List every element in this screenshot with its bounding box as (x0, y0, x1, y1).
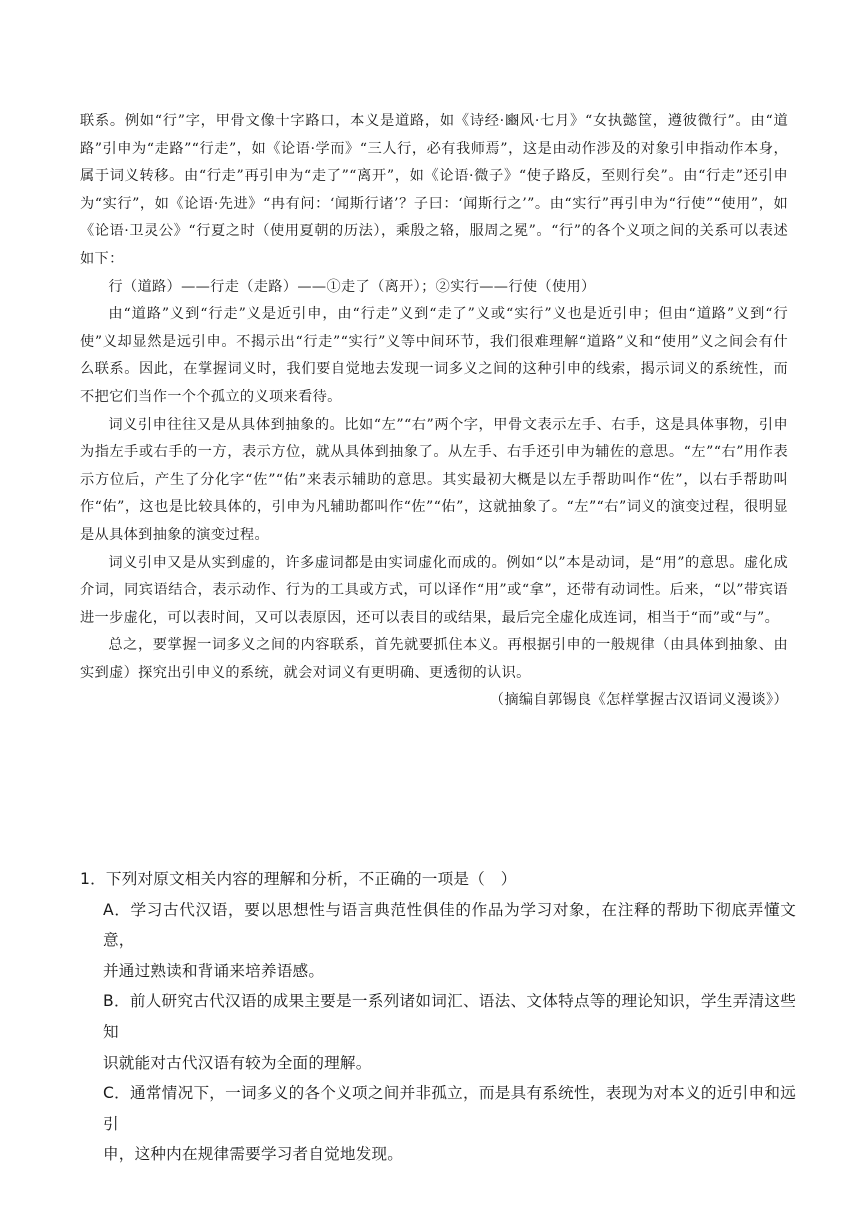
passage-paragraph: 由“道路”义到“行走”义是近引申，由“行走”义到“走了”义或“实行”义也是近引申；但由“道路”义到“行使”义却显然是远引申。不揭示出“行走”“实行”义等中间环节，我们很难理解“道路”义和“使用”义之间会有什么联系。因此，在掌握词义时，我们要自觉地去发现一词多义之间的这种引申的线索，揭示词义的系统性，而不把它们当作一个个孤立的义项来看待。 (80, 306, 788, 405)
option-c-line1: C．通常情况下，一词多义的各个义项之间并非孤立，而是具有系统性，表现为对本义的近引申和远引 (103, 1084, 796, 1133)
option-b-line2: 识就能对古代汉语有较为全面的理解。 (103, 1053, 372, 1072)
option-a-line1: A．学习古代汉语，要以思想性与语言典范性俱佳的作品为学习对象，在注释的帮助下彻底弄懂文意， (103, 900, 796, 950)
option-b-line1: B．前人研究古代汉语的成果主要是一系列诸如词汇、语法、文体特点等的理论知识，学生弄清这些知 (103, 992, 796, 1041)
reading-passage (80, 108, 788, 715)
meaning-chain: 行（道路）——行走（走路）——①走了（离开）；②实行——行使（使用） (108, 278, 596, 295)
option-c (80, 1078, 796, 1170)
passage-paragraph: 词义引申又是从实到虚的，许多虚词都是由实词虚化而成的。例如“以”本是动词，是“用”的意思。虚化成介词，同宾语结合，表示动作、行为的工具或方式，可以译作“用”或“拿”，还带有动词性。后来，“以”带宾语进一步虚化，可以表时间，又可以表原因，还可以表目的或结果，最后完全虚化成连词，相当于“而”或“与”。 (80, 554, 788, 626)
option-b (80, 986, 796, 1078)
passage-paragraph: 总之，要掌握一词多义之间的内容联系，首先就要抓住本义。再根据引申的一般规律（由具体到抽象、由实到虚）探究出引申义的系统，就会对词义有更明确、更透彻的认识。 (80, 637, 788, 681)
question-block (80, 864, 796, 1170)
option-c-line2: 申，这种内在规律需要学习者自觉地发现。 (103, 1145, 404, 1164)
passage-source: （摘编自郭锡良《怎样掌握古汉语词义漫谈》） (489, 692, 788, 709)
passage-paragraph: 词义引申往往又是从具体到抽象的。比如“左”“右”两个字，甲骨文表示左手、右手，这是具体事物，引申为指左手或右手的一方，表示方位，就从具体到抽象了。从左手、右手还引申为辅佐的意思。“左”“右”用作表示方位后，产生了分化字“佐”“佑”来表示辅助的意思。其实最初大概是以左手帮助叫作“佐”，以右手帮助叫作“佑”，这也是比较具体的，引申为凡辅助都叫作“佐”“佑”，这就抽象了。“左”“右”词义的演变过程，很明显是从具体到抽象的演变过程。 (80, 416, 788, 543)
option-a-line2: 并通过熟读和背诵来培养语感。 (103, 961, 325, 980)
question-stem: 1．下列对原文相关内容的理解和分析，不正确的一项是（ ） (80, 870, 517, 888)
passage-paragraph: 联系。例如“行”字，甲骨文像十字路口，本义是道路，如《诗经·豳风·七月》“女执懿筐，遵彼微行”。由“道路”引申为“走路”“行走”，如《论语·学而》“三人行，必有我师焉”，这是由动作涉及的对象引申指动作本身，属于词义转移。由“行走”再引申为“走了”“离开”，如《论语·微子》“使子路反，至则行矣”。由“行走”还引申为“实行”，如《论语·先进》“冉有问：‘闻斯行诸’？子曰：‘闻斯行之’”。由“实行”再引申为“行使”“使用”，如《论语·卫灵公》“行夏之时（使用夏朝的历法），乘殷之辂，服周之冕”。“行”的各个义项之间的关系可以表述如下： (80, 113, 788, 267)
option-a (80, 895, 796, 987)
